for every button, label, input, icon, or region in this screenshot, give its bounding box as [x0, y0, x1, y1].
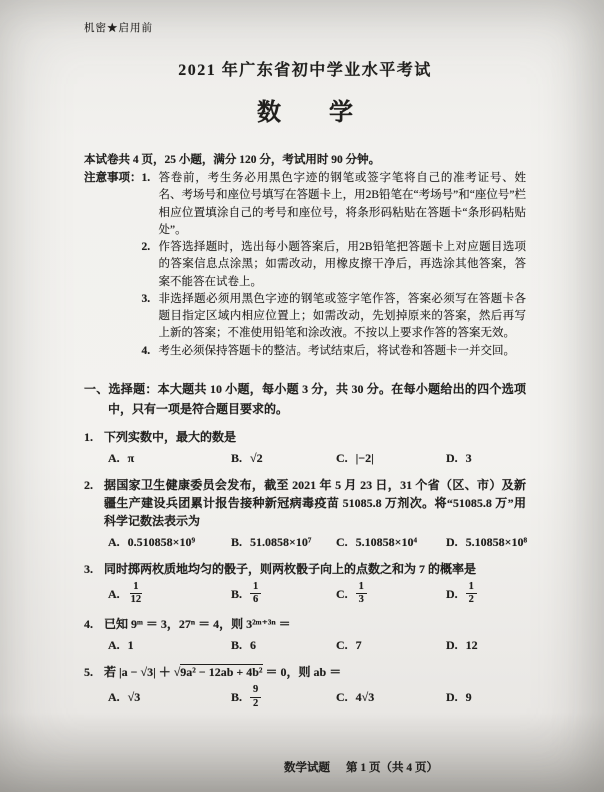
option-b — [231, 581, 336, 606]
fraction — [466, 581, 477, 606]
option-value: 5.10858×10⁸ — [465, 535, 528, 550]
fraction — [250, 581, 261, 606]
question-text — [104, 663, 526, 681]
option-a — [108, 688, 231, 706]
security-marking: 机密★启用前 — [84, 23, 153, 34]
option-d — [446, 636, 526, 654]
notice-label: 注意事项： — [84, 172, 142, 184]
option-label: A. — [108, 690, 120, 705]
exam-title: 2021 年广东省初中学业水平考试 — [178, 62, 432, 79]
option-label: B. — [231, 638, 243, 653]
option-value: √2 — [250, 451, 263, 466]
option-b — [231, 684, 336, 709]
option-a — [108, 636, 231, 654]
option-label: B. — [231, 586, 243, 601]
section-title-multiple-choice: 一、选择题：本大题共 10 小题，每小题 3 分，共 30 分。在每小题给出的四个选项中，只有一项是符合题目要求的。 — [84, 381, 526, 416]
option-value: 4√3 — [355, 690, 375, 705]
option-d — [446, 581, 526, 606]
question-text: 已知 9ᵐ ＝ 3，27ⁿ ＝ 4，则 3²ᵐ⁺³ⁿ ＝ — [104, 617, 291, 632]
option-value: π — [127, 451, 135, 466]
fraction — [356, 581, 367, 606]
option-label: D. — [446, 638, 458, 653]
option-value: 6 — [250, 638, 257, 653]
options-row — [84, 581, 526, 606]
footer-doc-label: 数学试题 — [284, 762, 330, 774]
option-b — [231, 533, 336, 551]
option-label: C. — [336, 451, 348, 466]
option-b — [231, 636, 336, 654]
fraction-denominator: 3 — [358, 594, 364, 606]
option-c — [336, 449, 446, 467]
fraction-denominator: 2 — [253, 697, 259, 709]
question-2 — [84, 476, 526, 551]
fraction-numerator: 1 — [130, 581, 141, 594]
question-4 — [84, 615, 526, 654]
stem-suffix: ＝ 0，则 ab ＝ — [265, 665, 342, 680]
option-label: C. — [336, 638, 348, 653]
stem-prefix: 若 |a − √3| ＋ √ — [104, 665, 181, 680]
option-label: D. — [446, 690, 458, 705]
option-label: C. — [336, 690, 348, 705]
fraction — [250, 684, 261, 709]
fraction-numerator: 1 — [466, 581, 477, 594]
fraction-numerator: 9 — [250, 684, 261, 697]
notice-item — [142, 343, 527, 360]
footer-page-number: 第 1 页（共 4 页） — [346, 762, 438, 774]
option-value: |−2| — [355, 451, 374, 466]
question-text: 同时掷两枚质地均匀的骰子，则两枚骰子向上的点数之和为 7 的概率是 — [104, 562, 477, 577]
option-label: A. — [108, 586, 120, 601]
option-label: C. — [336, 586, 348, 601]
question-text: 据国家卫生健康委员会发布，截至 2021 年 5 月 23 日，31 个省（区、市）及新疆生产建设兵团累计报告接种新冠病毒疫苗 51085.8 万剂次。将“51085.8 万”用科学记数法表示为 — [104, 478, 526, 529]
option-a — [108, 581, 231, 606]
option-c — [336, 533, 446, 551]
option-label: A. — [108, 535, 120, 550]
option-value: 5.10858×10⁴ — [355, 535, 418, 550]
option-c — [336, 688, 446, 706]
question-stem — [84, 663, 526, 681]
question-number: 5. — [84, 665, 93, 680]
fraction — [128, 581, 145, 606]
options-row — [84, 684, 526, 709]
fraction-denominator: 12 — [130, 594, 142, 606]
fraction-numerator: 1 — [250, 581, 261, 594]
option-value: 0.510858×10⁹ — [127, 535, 196, 550]
options-row — [84, 636, 526, 654]
notice-items — [142, 170, 527, 360]
question-stem — [84, 615, 526, 633]
option-label: C. — [336, 535, 348, 550]
option-label: D. — [446, 586, 458, 601]
option-value: 12 — [465, 638, 478, 653]
option-value: 7 — [355, 638, 362, 653]
fraction-numerator: 1 — [356, 581, 367, 594]
question-text: 下列实数中，最大的数是 — [104, 430, 237, 445]
option-label: B. — [231, 451, 243, 466]
option-c — [336, 581, 446, 606]
notice-item-text: 作答选择题时，选出每小题答案后，用2B铅笔把答题卡上对应题目选项的答案信息点涂黑；如需改动，用橡皮擦干净后，再选涂其他答案，答案不能答在试卷上。 — [158, 241, 526, 288]
option-value: 9 — [465, 690, 472, 705]
option-c — [336, 636, 446, 654]
question-number: 1. — [84, 430, 93, 445]
notice-item — [142, 239, 527, 291]
page-footer — [0, 759, 604, 775]
question-number: 3. — [84, 562, 93, 577]
fraction-denominator: 2 — [468, 594, 474, 606]
option-d — [446, 688, 526, 706]
option-d — [446, 449, 526, 467]
option-label: A. — [108, 638, 120, 653]
notice-item-number: 2. — [141, 241, 151, 253]
option-value: 1 — [127, 638, 134, 653]
question-1 — [84, 428, 526, 467]
option-value: 3 — [465, 451, 472, 466]
option-label: D. — [446, 451, 458, 466]
question-stem — [84, 560, 526, 578]
question-3 — [84, 560, 526, 606]
exam-subject: 数 学 — [257, 100, 365, 126]
option-label: B. — [231, 690, 243, 705]
option-d — [446, 533, 527, 551]
notice-item-text: 答卷前，考生务必用黑色字迹的钢笔或签字笔将自己的准考证号、姓名、考场号和座位号填写在答题卡上，用2B铅笔在“考场号”和“座位号”栏相应位置填涂自己的考号和座位号，将条形码粘贴在答题卡“条形码粘贴处”。 — [158, 172, 526, 236]
notice-item-number: 3. — [141, 292, 151, 305]
option-a — [108, 533, 231, 551]
question-stem — [84, 428, 526, 446]
option-label: A. — [108, 451, 120, 466]
option-label: B. — [231, 535, 243, 550]
question-stem — [84, 476, 526, 530]
question-number: 2. — [84, 478, 93, 493]
question-number: 4. — [84, 617, 93, 632]
option-label: D. — [446, 535, 458, 550]
option-value: √3 — [127, 690, 141, 705]
notice-item-number: 1. — [141, 172, 151, 184]
question-5 — [84, 663, 526, 709]
notice-item-text: 考生必须保持答题卡的整洁。考试结束后，将试卷和答题卡一并交回。 — [158, 344, 515, 357]
fraction-denominator: 6 — [253, 594, 259, 606]
notice-item — [142, 291, 527, 343]
option-value: 51.0858×10⁷ — [250, 535, 312, 550]
notice-item — [142, 170, 527, 239]
exam-info-line: 本试卷共 4 页，25 小题，满分 120 分，考试用时 90 分钟。 — [84, 154, 381, 166]
notice-block — [84, 170, 526, 360]
notice-item-text: 非选择题必须用黑色字迹的钢笔或签字笔作答，答案必须写在答题卡各题目指定区域内相应位置上；如需改动，先划掉原来的答案，然后再写上新的答案；不准使用铅笔和涂改液。不按以上要求作答的答案无效。 — [158, 292, 526, 340]
radicand-expression: 9a² − 12ab + 4b² — [180, 665, 263, 680]
notice-item-number: 4. — [141, 344, 151, 357]
option-a — [108, 449, 231, 467]
option-b — [231, 449, 336, 467]
options-row — [84, 533, 526, 551]
options-row — [84, 449, 526, 467]
